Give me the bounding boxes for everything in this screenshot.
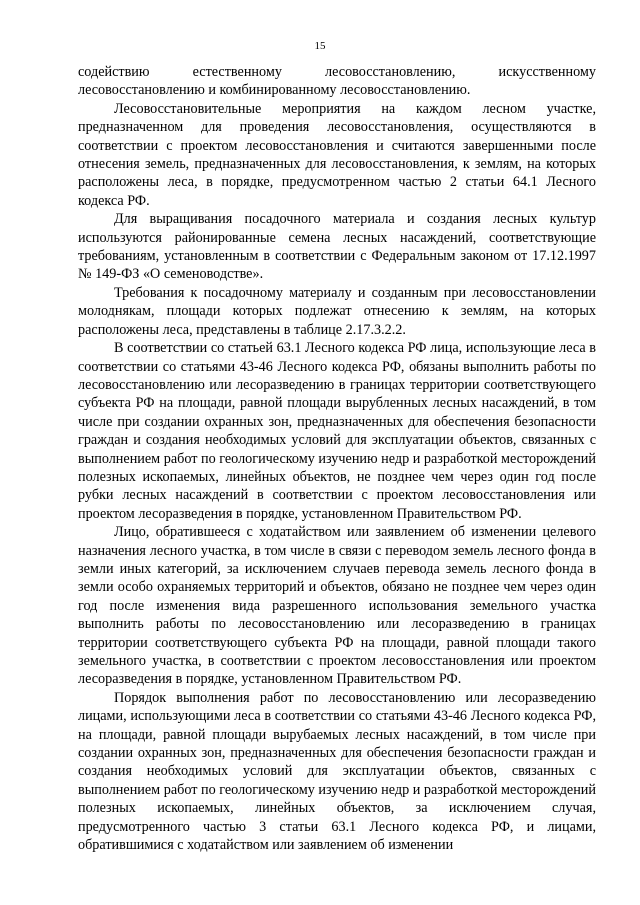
body-text: [78, 63, 596, 854]
paragraph-reforestation-measures: Лесовосстановительные мероприятия на каждом лесном участке, предназначенном для проведения лесовосстановления, осуществляются в соответствии с проектом лесовосстановления и считаются завершенными после отнесения земель, предназначенных для лесовосстановления, к землям, на которых расположены леса, в порядке, предусмотренном частью 2 статьи 64.1 Лесного кодекса РФ.: [78, 100, 596, 209]
paragraph-requirements: Требования к посадочному материалу и созданным при лесовосстановлении молоднякам, площади которых подлежат отнесению к землям, на которых расположены леса, представлены в таблице 2.17.3.2.2.: [78, 284, 596, 338]
page-number: 15: [314, 40, 326, 52]
paragraph-land-purpose-change: Лицо, обратившееся с ходатайством или заявлением об изменении целевого назначения лесного участка, в том числе в связи с переводом земель лесного фонда в земли иных категорий, за исключением случаев перевода земель лесного фонда в земли особо охраняемых территорий и объектов, обязано не позднее чем через один год после изменения вида разрешенного использования земельного участка выполнить работы по лесовосстановлению или лесоразведению в границах территории соответствующего субъекта РФ на площади, равной площади такого земельного участка, в соответствии с проектом лесовосстановления или проектом лесоразведения в порядке, установленном Правительством РФ.: [78, 524, 596, 688]
paragraph-procedure: Порядок выполнения работ по лесовосстановлению или лесоразведению лицами, использующими леса в соответствии со статьями 43-46 Лесного кодекса РФ, на площади, равной площади вырубаемых лесных насаждений, в том числе при создании охранных зон, предназначенных для обеспечения безопасности граждан и создания необходимых условий для эксплуатации объектов, связанных с выполнением работ по геологическому изучению недр и разработкой месторождений полезных ископаемых, линейных объектов, за исключением случая, предусмотренного частью 3 статьи 63.1 Лесного кодекса РФ, и лицами, обратившимися с ходатайством или заявлением об изменении: [78, 689, 596, 854]
paragraph-article-63-1: В соответствии со статьей 63.1 Лесного кодекса РФ лица, использующие леса в соответствии со статьями 43-46 Лесного кодекса РФ, обязаны выполнить работы по лесовосстановлению или лесоразведению в границах территории соответствующего субъекта РФ на площади, равной площади вырубленных лесных насаждений, в том числе при создании охранных зон, предназначенных для обеспечения безопасности граждан и создания необходимых условий для эксплуатации объектов, связанных с выполнением работ по геологическому изучению недр и разработкой месторождений полезных ископаемых, линейных объектов, не позднее чем через один год после рубки лесных насаждений в соответствии с проектом лесовосстановления или проектом лесоразведения в порядке, установленном Правительством РФ.: [78, 340, 596, 522]
paragraph-planting-material: Для выращивания посадочного материала и создания лесных культур используются районированные семена лесных насаждений, соответствующие требованиям, установленным в соответствии с Федеральным законом от 17.12.1997 № 149-ФЗ «О семеноводстве».: [78, 211, 596, 283]
paragraph-continuation: содействию естественному лесовосстановлению, искусственному лесовосстановлению и комбинированному лесовосстановлению.: [78, 64, 596, 99]
